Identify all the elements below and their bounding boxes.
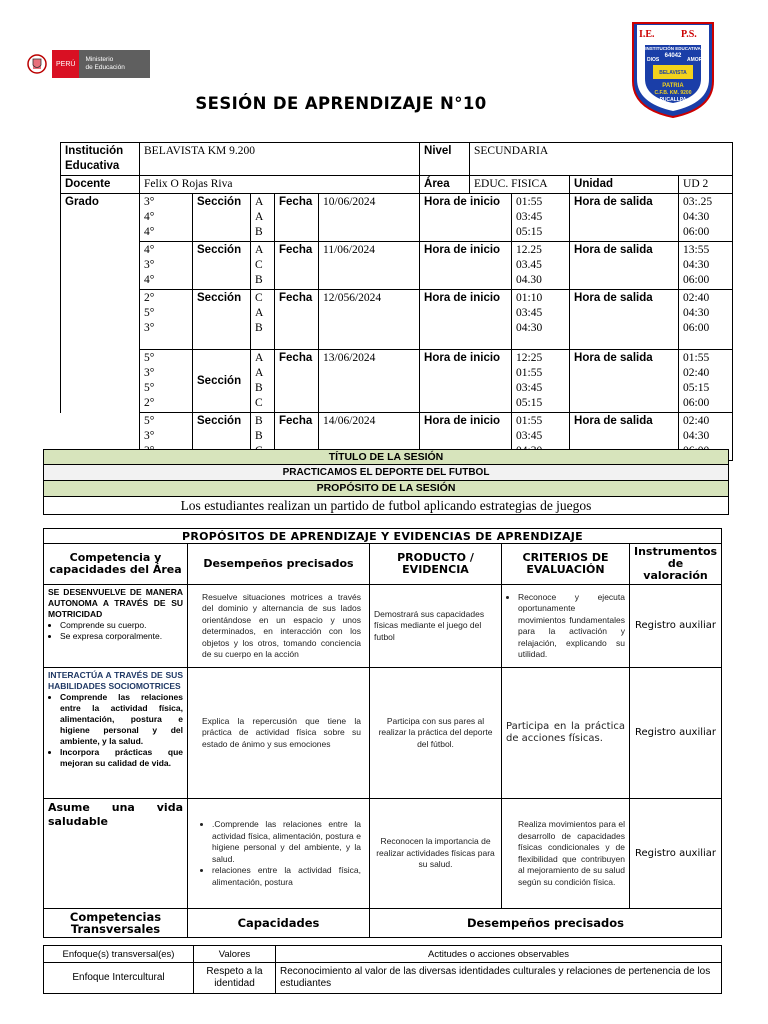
enfoque-header: Enfoque(s) transversal(es) — [44, 946, 194, 963]
svg-text:PATRIA: PATRIA — [662, 83, 684, 89]
footer-capacidades: Capacidades — [188, 909, 370, 938]
hora-inicio-label: Hora de inicio — [420, 350, 512, 413]
hora-salida-label: Hora de salida — [570, 290, 679, 350]
footer-competencias: Competencias Transversales — [44, 909, 188, 938]
titulo-label: TÍTULO DE LA SESIÓN — [43, 449, 729, 465]
actitud-cell: Reconocimiento al valor de las diversas identidades culturales y relaciones de pertenencia de los estudiantes — [276, 963, 722, 994]
grados-cell: 3° 4° 4° — [140, 194, 193, 242]
header-competencia: Competencia y capacidades del Área — [44, 544, 188, 585]
hora-inicio-label: Hora de inicio — [420, 413, 512, 461]
hora-inicio-label: Hora de inicio — [420, 242, 512, 290]
hora-salida-label: Hora de salida — [570, 350, 679, 413]
institucion-value: BELAVISTA KM 9.200 — [140, 143, 420, 176]
hora-salida-label: Hora de salida — [570, 194, 679, 242]
desempeno-2: Explica la repercusión que tiene la práctica de actividad física sobre su estado de ánimo y sus emociones — [188, 668, 370, 799]
criterio-2: Participa en la práctica de acciones físicas. — [502, 668, 630, 799]
producto-2: Participa con sus pares al realizar la práctica del deporte del fútbol. — [370, 668, 502, 799]
ministry-logo — [22, 50, 150, 78]
fecha-value: 12/056/2024 — [319, 290, 420, 350]
criterio-1: • Reconoce y ejecuta oportunamente movimientos fundamentales para la activación y relajación, explicando su utilidad. — [502, 585, 630, 668]
fecha-value: 10/06/2024 — [319, 194, 420, 242]
session-info-table — [60, 142, 733, 461]
fecha-label: Fecha — [275, 242, 319, 290]
grados-cell: 5° 3° — [140, 413, 193, 461]
unidad-value: UD 2 — [679, 176, 733, 194]
valor-cell: Respeto a la identidad — [194, 963, 276, 994]
seccion-label: Sección — [193, 413, 251, 461]
peru-label: PERÚ — [52, 50, 79, 78]
institucion-label: Institución Educativa — [61, 143, 140, 176]
header-criterios: CRITERIOS DE EVALUACIÓN — [502, 544, 630, 585]
instrumento-1: Registro auxiliar — [630, 585, 722, 668]
grados-cell: 2° 5° 3° — [140, 290, 193, 350]
svg-text:DIOS: DIOS — [647, 57, 660, 63]
instrumento-3: Registro auxiliar — [630, 799, 722, 909]
footer-desempenos: Desempeños precisados — [370, 909, 722, 938]
docente-label: Docente — [61, 176, 140, 194]
enfoque-cell: Enfoque Intercultural — [44, 963, 194, 994]
competencia-3: Asume una vida saludable — [44, 799, 188, 909]
criterio-3: Realiza movimientos para el desarrollo de capacidades físicas condicionales y de flexibilidad que contribuyen al mejoramiento de su salud según su condición física. — [502, 799, 630, 909]
fecha-value: 13/06/2024 — [319, 350, 420, 413]
secciones-cell: A A B — [251, 194, 275, 242]
producto-1: Demostrará sus capacidades físicas mediante el juego del futbol — [370, 585, 502, 668]
hora-inicio-values: 12:25 01:55 03:45 05:15 — [512, 350, 570, 413]
grados-cell: 4° 3° 4° — [140, 242, 193, 290]
hora-inicio-values: 01:55 03:45 — [512, 413, 570, 461]
competencia-2: INTERACTÚA A TRAVÉS DE SUS HABILIDADES SOCIOMOTRICES • Comprende las relaciones entre la actividad física, alimentación, postura e higiene personal y del ambiente, y la salud. • Incorpora prácticas que mejoran su calidad de vida. — [44, 668, 188, 799]
svg-text:PUCALLPA: PUCALLPA — [659, 97, 687, 103]
grados-cell: 5° 3° 5° 2° — [140, 350, 193, 413]
hora-salida-label: Hora de salida — [570, 413, 679, 461]
propositos-title: PROPÓSITOS DE APRENDIZAJE Y EVIDENCIAS DE APRENDIZAJE — [44, 529, 722, 544]
hora-salida-values: 02:40 04:30 — [679, 413, 733, 461]
nivel-value: SECUNDARIA — [470, 143, 733, 176]
secciones-cell: B B — [251, 413, 275, 461]
session-title-block — [43, 449, 729, 515]
schedule-row — [61, 242, 733, 290]
secciones-cell: A A B C — [251, 350, 275, 413]
grado-label-cell — [61, 350, 140, 413]
proposito-value: Los estudiantes realizan un partido de futbol aplicando estrategias de juegos — [43, 497, 729, 515]
fecha-label: Fecha — [275, 350, 319, 413]
hora-inicio-values: 01:55 03:45 05:15 — [512, 194, 570, 242]
svg-text:AMOR: AMOR — [687, 57, 703, 63]
grado-label-cell: Grado — [61, 194, 140, 242]
header-desempenos: Desempeños precisados — [188, 544, 370, 585]
header-producto: PRODUCTO / EVIDENCIA — [370, 544, 502, 585]
nivel-label: Nivel — [420, 143, 470, 176]
proposito-label: PROPÓSITO DE LA SESIÓN — [43, 481, 729, 497]
header-instrumentos: Instrumentos de valoración — [630, 544, 722, 585]
valores-header: Valores — [194, 946, 276, 963]
titulo-value: PRACTICAMOS EL DEPORTE DEL FUTBOL — [43, 465, 729, 481]
fecha-value: 14/06/2024 — [319, 413, 420, 461]
peru-shield-icon — [22, 50, 52, 78]
svg-text:64042: 64042 — [664, 53, 682, 59]
docente-value: Felix O Rojas Riva — [140, 176, 420, 194]
seccion-label: Sección — [193, 242, 251, 290]
instrumento-2: Registro auxiliar — [630, 668, 722, 799]
hora-salida-label: Hora de salida — [570, 242, 679, 290]
svg-text:INSTITUCIÓN EDUCATIVA: INSTITUCIÓN EDUCATIVA — [645, 46, 701, 51]
fecha-label: Fecha — [275, 290, 319, 350]
svg-text:BELAVISTA: BELAVISTA — [659, 70, 687, 76]
desempeno-1: Resuelve situaciones motrices a través del dominio y alternancia de sus lados orientándose en un espacio y unos determinados, en interacción con los objetos y los otros, tomando conciencia de su cuerpo en la acción — [188, 585, 370, 668]
actitudes-header: Actitudes o acciones observables — [276, 946, 722, 963]
fecha-label: Fecha — [275, 413, 319, 461]
secciones-cell: A C B — [251, 242, 275, 290]
hora-salida-values: 01:55 02:40 05:15 06:00 — [679, 350, 733, 413]
svg-text:C.F.B. KM. 9200: C.F.B. KM. 9200 — [654, 90, 692, 96]
fecha-value: 11/06/2024 — [319, 242, 420, 290]
ministry-label: Ministerio de Educación — [79, 50, 150, 78]
area-label: Área — [420, 176, 470, 194]
competencia-1: SE DESENVUELVE DE MANERA AUTONOMA A TRAVÉS DE SU MOTRICIDAD • Comprende su cuerpo. • Se expresa corporalmente. — [44, 585, 188, 668]
hora-inicio-values: 12.25 03.45 04.30 — [512, 242, 570, 290]
hora-salida-values: 13:55 04:30 06:00 — [679, 242, 733, 290]
svg-text:I.E.: I.E. — [639, 29, 655, 40]
unidad-label: Unidad — [570, 176, 679, 194]
secciones-cell: C A B — [251, 290, 275, 350]
svg-text:P.S.: P.S. — [681, 29, 697, 40]
schedule-row — [61, 194, 733, 242]
grado-label-cell — [61, 242, 140, 290]
propositos-table — [43, 528, 722, 938]
seccion-label: Sección — [193, 290, 251, 350]
schedule-row — [61, 350, 733, 413]
hora-salida-values: 03:.25 04:30 06:00 — [679, 194, 733, 242]
schedule-row — [61, 290, 733, 350]
document-title: SESIÓN DE APRENDIZAJE N°10 — [195, 94, 487, 113]
seccion-label: Sección — [193, 350, 251, 413]
hora-inicio-values: 01:10 03:45 04:30 — [512, 290, 570, 350]
grado-label-cell — [61, 290, 140, 350]
hora-inicio-label: Hora de inicio — [420, 290, 512, 350]
hora-salida-values: 02:40 04:30 06:00 — [679, 290, 733, 350]
area-value: EDUC. FISICA — [470, 176, 570, 194]
desempeno-3: • .Comprende las relaciones entre la actividad física, alimentación, postura e higiene personal y del ambiente, y la salud. • relaciones entre la actividad física, alimentación, postura — [188, 799, 370, 909]
seccion-label: Sección — [193, 194, 251, 242]
producto-3: Reconocen la importancia de realizar actividades físicas para su salud. — [370, 799, 502, 909]
hora-inicio-label: Hora de inicio — [420, 194, 512, 242]
enfoques-table — [43, 945, 722, 994]
fecha-label: Fecha — [275, 194, 319, 242]
